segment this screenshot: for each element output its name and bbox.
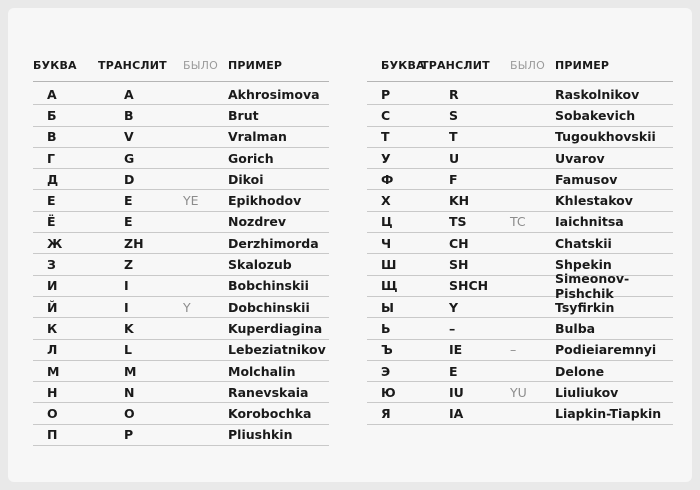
translit-cell: –: [449, 320, 456, 336]
translit-cell: A: [124, 86, 134, 102]
header-letter: БУКВА: [381, 58, 425, 72]
letter-cell: Э: [381, 363, 391, 379]
table-row: [33, 254, 329, 275]
letter-cell: Й: [47, 299, 58, 315]
letter-cell: Ъ: [381, 342, 393, 358]
letter-cell: Ё: [47, 214, 56, 230]
translit-cell: SHCH: [449, 278, 489, 294]
translit-cell: F: [449, 171, 458, 187]
example-cell: Podieiaremnyi: [555, 342, 657, 358]
example-cell: Epikhodov: [228, 193, 302, 209]
example-cell: Dikoi: [228, 171, 264, 187]
translit-cell: SH: [449, 257, 469, 273]
was-cell: Y: [183, 299, 191, 315]
example-cell: Lebeziatnikov: [228, 342, 326, 358]
example-cell: Liapkin-Tiapkin: [555, 406, 662, 422]
table-row: [367, 169, 673, 190]
example-cell: Brut: [228, 107, 259, 123]
table-row: [33, 403, 329, 424]
example-cell: Tsyfirkin: [555, 299, 615, 315]
translit-cell: IA: [449, 406, 464, 422]
table-row: [33, 84, 329, 105]
table-row: [33, 169, 329, 190]
letter-cell: П: [47, 427, 58, 443]
example-cell: Bobchinskii: [228, 278, 309, 294]
letter-cell: Ь: [381, 320, 391, 336]
translit-cell: G: [124, 150, 135, 166]
translit-cell: L: [124, 342, 132, 358]
table-row: [33, 127, 329, 148]
translit-cell: E: [449, 363, 458, 379]
example-cell: Sobakevich: [555, 107, 636, 123]
example-cell: Nozdrev: [228, 214, 287, 230]
translit-cell: IU: [449, 384, 464, 400]
example-cell: Gorich: [228, 150, 274, 166]
letter-cell: Ю: [381, 384, 396, 400]
letter-cell: Ы: [381, 299, 394, 315]
table-row: [367, 105, 673, 126]
translit-cell: P: [124, 427, 134, 443]
translit-cell: O: [124, 406, 135, 422]
header-example: ПРИМЕР: [228, 58, 283, 72]
example-cell: Molchalin: [228, 363, 296, 379]
was-cell: TC: [510, 214, 526, 230]
letter-cell: Л: [47, 342, 58, 358]
table-row: [367, 190, 673, 211]
table-row: [367, 297, 673, 318]
letter-cell: М: [47, 363, 60, 379]
left-rows: [33, 82, 329, 446]
example-cell: Akhrosimova: [228, 86, 320, 102]
header-translit: ТРАНСЛИТ: [98, 58, 167, 72]
table-row: [367, 233, 673, 254]
example-cell: Kuperdiagina: [228, 320, 323, 336]
left-table: [33, 49, 329, 446]
was-cell: YE: [183, 193, 199, 209]
header-translit: ТРАНСЛИТ: [421, 58, 490, 72]
example-cell: Khlestakov: [555, 193, 633, 209]
letter-cell: Я: [381, 406, 391, 422]
table-row: [33, 340, 329, 361]
right-rows: [367, 82, 673, 425]
example-cell: Famusov: [555, 171, 618, 187]
translit-cell: ZH: [124, 235, 144, 251]
letter-cell: Е: [47, 193, 56, 209]
right-table: [367, 49, 673, 425]
table-row: [33, 105, 329, 126]
header-was: БЫЛО: [510, 58, 545, 72]
header-letter: БУКВА: [33, 58, 77, 72]
translit-cell: I: [124, 299, 129, 315]
letter-cell: Ш: [381, 257, 397, 273]
was-cell: –: [510, 342, 517, 358]
translit-cell: B: [124, 107, 134, 123]
letter-cell: Н: [47, 384, 58, 400]
example-cell: Tugoukhovskii: [555, 129, 656, 145]
table-row: [367, 127, 673, 148]
example-cell: Raskolnikov: [555, 86, 640, 102]
letter-cell: С: [381, 107, 391, 123]
example-cell: Shpekin: [555, 257, 612, 273]
example-cell: Skalozub: [228, 257, 292, 273]
translit-cell: E: [124, 214, 133, 230]
letter-cell: В: [47, 129, 57, 145]
letter-cell: Т: [381, 129, 390, 145]
table-row: [33, 297, 329, 318]
example-cell: Derzhimorda: [228, 235, 319, 251]
example-cell: Simeonov-Pishchik: [555, 270, 630, 301]
translit-card: [8, 8, 692, 482]
table-row: [367, 148, 673, 169]
translit-cell: TS: [449, 214, 467, 230]
translit-cell: I: [124, 278, 129, 294]
letter-cell: Щ: [381, 278, 398, 294]
letter-cell: К: [47, 320, 58, 336]
example-cell: Bulba: [555, 320, 596, 336]
letter-cell: Ч: [381, 235, 392, 251]
translit-cell: CH: [449, 235, 469, 251]
translit-cell: U: [449, 150, 460, 166]
translit-cell: KH: [449, 193, 470, 209]
table-row: [367, 84, 673, 105]
letter-cell: А: [47, 86, 57, 102]
example-cell: Dobchinskii: [228, 299, 310, 315]
letter-cell: Ф: [381, 171, 394, 187]
translit-cell: T: [449, 129, 458, 145]
translit-cell: IE: [449, 342, 463, 358]
table-row: [367, 270, 673, 301]
left-table-header: [33, 49, 329, 82]
table-row: [367, 318, 673, 339]
letter-cell: Б: [47, 107, 57, 123]
was-cell: YU: [510, 384, 527, 400]
table-row: [33, 148, 329, 169]
example-cell: Delone: [555, 363, 605, 379]
translit-cell: Y: [449, 299, 459, 315]
example-cell: Vralman: [228, 129, 287, 145]
example-cell: Iaichnitsa: [555, 214, 624, 230]
table-row: [33, 212, 329, 233]
translit-cell: R: [449, 86, 459, 102]
translit-cell: E: [124, 193, 133, 209]
table-row: [367, 403, 673, 424]
letter-cell: З: [47, 257, 56, 273]
letter-cell: Ц: [381, 214, 393, 230]
example-cell: Chatskii: [555, 235, 612, 251]
table-row: [367, 361, 673, 382]
example-cell: Korobochka: [228, 406, 312, 422]
table-row: [33, 318, 329, 339]
translit-cell: S: [449, 107, 459, 123]
table-row: [367, 212, 673, 233]
example-cell: Uvarov: [555, 150, 605, 166]
table-row: [33, 276, 329, 297]
translit-cell: V: [124, 129, 134, 145]
header-was: БЫЛО: [183, 58, 218, 72]
table-row: [33, 425, 329, 446]
table-row: [367, 340, 673, 361]
table-row: [367, 382, 673, 403]
example-cell: Liuliukov: [555, 384, 619, 400]
table-row: [33, 382, 329, 403]
translit-cell: K: [124, 320, 134, 336]
letter-cell: Д: [47, 171, 59, 187]
translit-cell: N: [124, 384, 135, 400]
letter-cell: И: [47, 278, 58, 294]
table-row: [33, 190, 329, 211]
translit-cell: M: [124, 363, 137, 379]
example-cell: Pliushkin: [228, 427, 293, 443]
table-row: [33, 233, 329, 254]
header-example: ПРИМЕР: [555, 58, 610, 72]
translit-cell: Z: [124, 257, 134, 273]
example-cell: Ranevskaia: [228, 384, 309, 400]
letter-cell: Х: [381, 193, 391, 209]
translit-cell: D: [124, 171, 135, 187]
letter-cell: Г: [47, 150, 55, 166]
letter-cell: О: [47, 406, 58, 422]
letter-cell: У: [381, 150, 391, 166]
letter-cell: Ж: [47, 235, 63, 251]
table-row: [33, 361, 329, 382]
letter-cell: Р: [381, 86, 391, 102]
right-table-header: [367, 49, 673, 82]
